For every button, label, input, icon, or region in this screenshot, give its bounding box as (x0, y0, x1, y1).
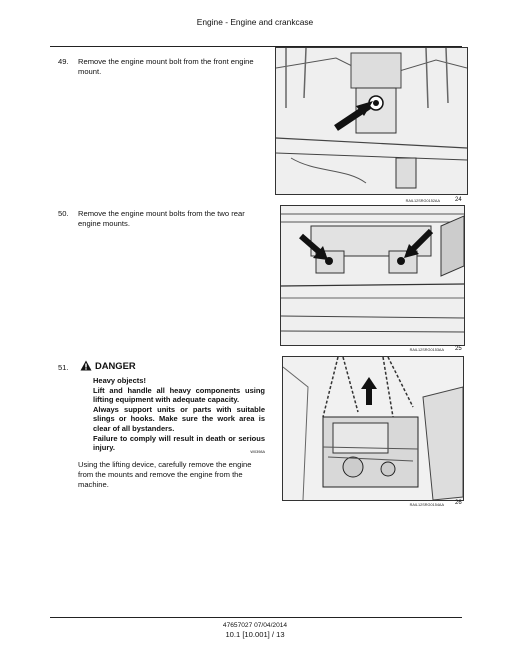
step-text: Using the lifting device, carefully remove the engine from the mounts and remove the engine from the machine. (78, 460, 252, 489)
figure-front-engine-mount (275, 47, 468, 195)
footer-document-id: 47657027 07/04/2014 (222, 622, 288, 629)
figure-code: RAIL12SRG0152AA (405, 199, 440, 203)
step-text: Remove the engine mount bolt from the front engine mount. (78, 57, 254, 76)
danger-line: Heavy objects! (93, 376, 146, 385)
figure-number: 26 (455, 500, 462, 506)
danger-line: Lift and handle all heavy components using lifting equipment with adequate capacity. (93, 385, 265, 405)
figure-number: 24 (455, 197, 462, 203)
figure-code: RAIL12SRG0154AA (409, 503, 444, 507)
figure-engine-lift (282, 356, 464, 501)
step-number: 49. (58, 57, 69, 66)
figure-rear-engine-mounts (280, 205, 465, 346)
step-text: Remove the engine mount bolts from the two rear engine mounts. (78, 209, 245, 228)
danger-heading (80, 360, 136, 371)
danger-line: Failure to comply will result in death or serious injury. (93, 433, 265, 453)
danger-line: Always support units or parts with suitable slings or hooks. Make sure the work area is clear of all bystanders. (93, 404, 265, 433)
danger-code: W0398A (250, 450, 265, 454)
danger-label: DANGER (95, 360, 136, 371)
footer-rule (50, 617, 462, 618)
step-number: 51. (58, 363, 69, 372)
figure-number: 25 (455, 346, 462, 352)
page-header-title: Engine - Engine and crankcase (196, 17, 314, 27)
danger-message (93, 376, 265, 453)
step-number: 50. (58, 209, 69, 218)
footer-page-number: 10.1 [10.001] / 13 (225, 630, 285, 639)
figure-code: RAIL12SRG0153AA (409, 348, 444, 352)
warning-triangle-icon (80, 360, 92, 371)
